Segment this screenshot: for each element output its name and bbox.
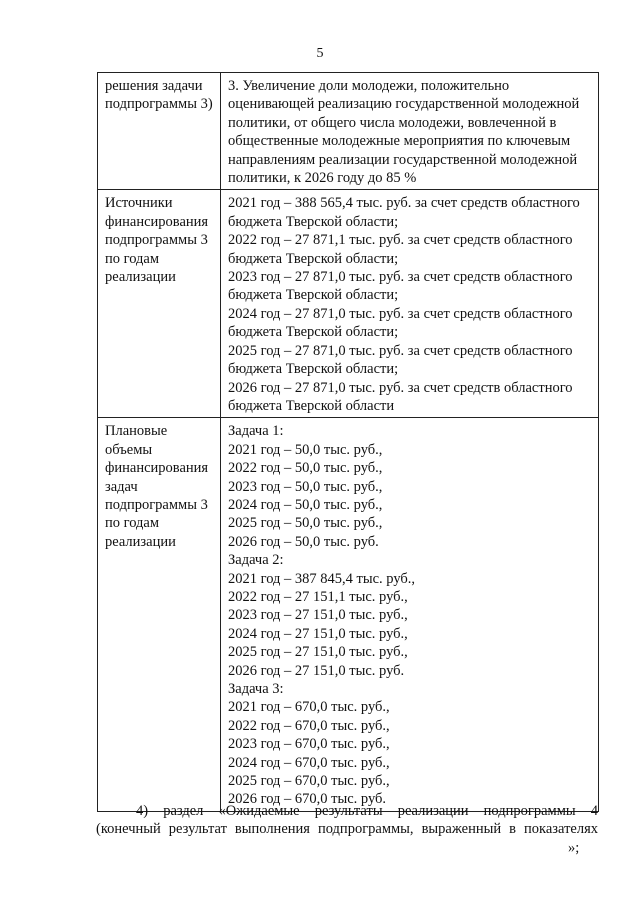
cell-line: оценивающей реализацию государственной молодежной	[228, 96, 580, 113]
cell-line: 2025 год – 670,0 тыс. руб.,	[228, 773, 390, 790]
cell-line: Источники	[105, 195, 173, 212]
cell-line: политики, от общего числа молодежи, вовлеченной в	[228, 114, 557, 131]
cell-line: 2023 год – 50,0 тыс. руб.,	[228, 478, 383, 495]
cell-line: 2021 год – 670,0 тыс. руб.,	[228, 699, 390, 716]
cell-line: 2026 год – 670,0 тыс. руб.	[228, 791, 387, 808]
cell-line: объемы	[105, 441, 153, 458]
cell-line: Задача 2:	[228, 552, 284, 569]
cell-line: бюджета Тверской области;	[228, 361, 399, 378]
paragraph-line: 4) раздел «Ожидаемые результаты реализации подпрограммы 4	[136, 803, 598, 819]
table-row	[98, 73, 599, 190]
cell-line: 2026 год – 27 871,0 тыс. руб. за счет средств областного	[228, 379, 573, 396]
cell-line: 2025 год – 50,0 тыс. руб.,	[228, 515, 383, 532]
cell-line: реализации	[105, 533, 176, 550]
cell-line: 2025 год – 27 151,0 тыс. руб.,	[228, 644, 408, 661]
cell-line: подпрограммы 3	[105, 232, 208, 249]
cell-line: 2021 год – 387 845,4 тыс. руб.,	[228, 570, 416, 587]
cell-line: подпрограммы 3	[105, 496, 208, 513]
cell-line: бюджета Тверской области	[228, 397, 395, 414]
row-label-cell	[98, 73, 221, 190]
cell-line: общественные молодежные мероприятия по ключевым	[228, 133, 571, 150]
cell-line: 3. Увеличение доли молодежи, положительно	[228, 78, 510, 94]
row-label-cell	[98, 418, 221, 812]
cell-line: 2024 год – 27 151,0 тыс. руб.,	[228, 625, 408, 642]
row-value-cell	[221, 190, 599, 418]
cell-line: подпрограммы 3)	[105, 96, 213, 113]
cell-line: по годам	[105, 515, 160, 532]
cell-line: 2024 год – 670,0 тыс. руб.,	[228, 754, 390, 771]
cell-line: финансирования	[105, 460, 209, 477]
cell-line: по годам	[105, 250, 160, 267]
cell-line: 2026 год – 50,0 тыс. руб.	[228, 533, 379, 550]
cell-line: 2022 год – 670,0 тыс. руб.,	[228, 717, 390, 734]
section-paragraph	[96, 802, 598, 839]
subprogram-passport-table	[97, 72, 599, 812]
cell-line: направлениям реализации государственной молодежной	[228, 151, 578, 168]
cell-line: бюджета Тверской области;	[228, 250, 399, 267]
cell-line: бюджета Тверской области;	[228, 324, 399, 341]
cell-line: 2024 год – 50,0 тыс. руб.,	[228, 496, 383, 513]
closing-quote-mark: »;	[568, 840, 580, 856]
cell-line: Задача 1:	[228, 423, 284, 440]
cell-line: 2022 год – 27 151,1 тыс. руб.,	[228, 588, 408, 605]
cell-line: политики, к 2026 году до 85 %	[228, 170, 417, 187]
cell-line: 2022 год – 50,0 тыс. руб.,	[228, 460, 383, 477]
cell-line: 2026 год – 27 151,0 тыс. руб.	[228, 662, 405, 679]
cell-line: 2021 год – 50,0 тыс. руб.,	[228, 441, 383, 458]
cell-line: финансирования	[105, 213, 209, 230]
cell-line: реализации	[105, 269, 176, 286]
cell-line: Задача 3:	[228, 681, 284, 697]
cell-line: решения задачи	[105, 78, 203, 94]
table-row	[98, 418, 599, 812]
cell-line: 2023 год – 27 871,0 тыс. руб. за счет средств областного	[228, 269, 573, 286]
cell-line: 2025 год – 27 871,0 тыс. руб. за счет средств областного	[228, 342, 573, 359]
cell-line: 2023 год – 670,0 тыс. руб.,	[228, 736, 390, 753]
row-label-cell	[98, 190, 221, 418]
cell-line: 2021 год – 388 565,4 тыс. руб. за счет средств областного	[228, 195, 580, 212]
row-value-cell	[221, 418, 599, 812]
row-value-cell	[221, 73, 599, 190]
cell-line: задач	[105, 478, 138, 495]
cell-line: 2023 год – 27 151,0 тыс. руб.,	[228, 607, 408, 624]
cell-line: 2024 год – 27 871,0 тыс. руб. за счет средств областного	[228, 305, 573, 322]
cell-line: Плановые	[105, 423, 168, 440]
page-number: 5	[316, 46, 324, 61]
paragraph-line: (конечный результат выполнения подпрограммы, выраженный в показателях	[96, 821, 598, 838]
table-row	[98, 190, 599, 418]
cell-line: бюджета Тверской области;	[228, 213, 399, 230]
cell-line: бюджета Тверской области;	[228, 287, 399, 304]
cell-line: 2022 год – 27 871,1 тыс. руб. за счет средств областного	[228, 232, 573, 249]
